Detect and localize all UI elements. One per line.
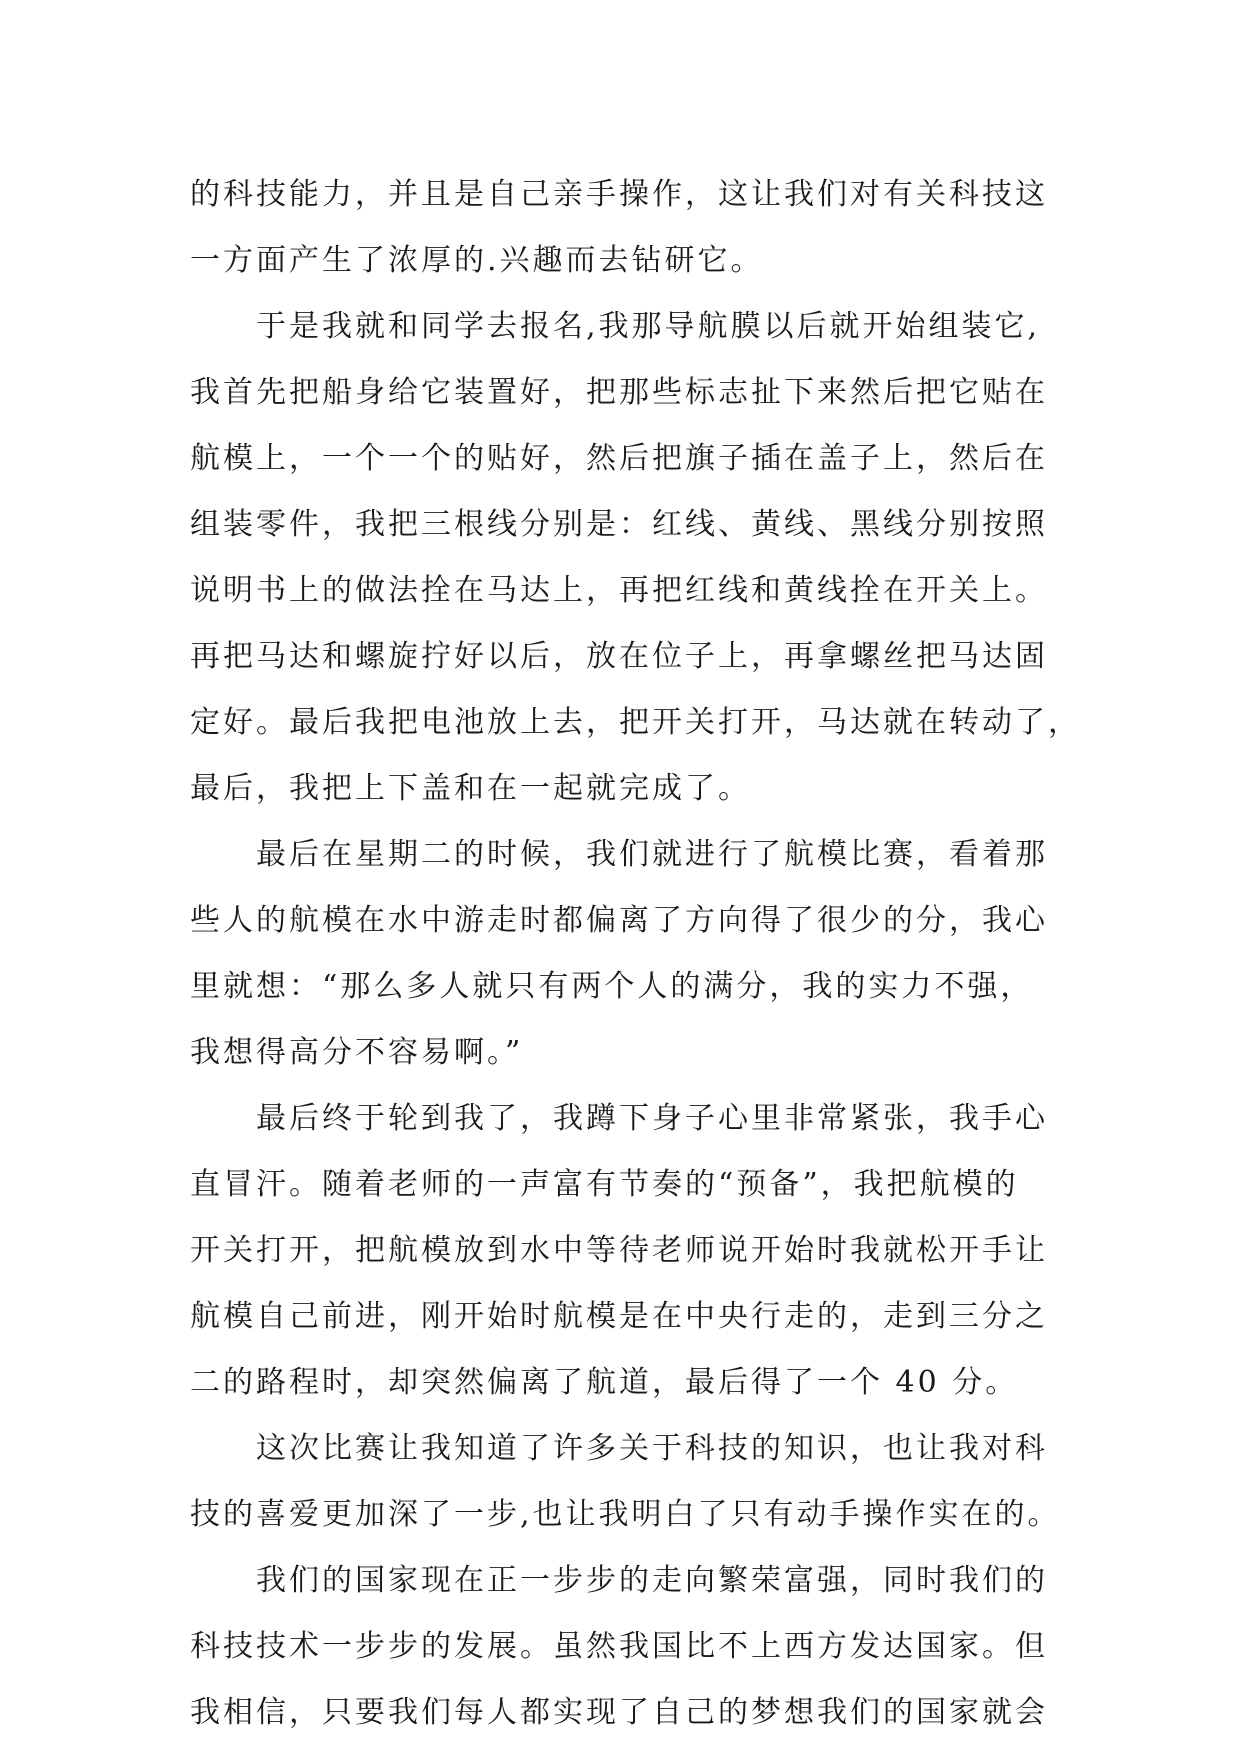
text-line: 最后终于轮到我了，我蹲下身子心里非常紧张，我手心 (256, 1101, 1048, 1136)
text-line: 航模上，一个一个的贴好，然后把旗子插在盖子上，然后在 (190, 441, 1048, 476)
text-line: 开关打开，把航模放到水中等待老师说开始时我就松开手让 (190, 1233, 1048, 1268)
text-line: 直冒汗。随着老师的一声富有节奏的“预备”，我把航模的 (190, 1167, 1019, 1202)
paragraph-4 (190, 1086, 1070, 1416)
text-line: 我相信，只要我们每人都实现了自己的梦想我们的国家就会 (190, 1695, 1048, 1730)
text-line: 技的喜爱更加深了一步,也让我明白了只有动手操作实在的。 (190, 1497, 1061, 1532)
text-line: 最后在星期二的时候，我们就进行了航模比赛，看着那 (256, 837, 1048, 872)
paragraph-6 (190, 1548, 1070, 1746)
text-line: 于是我就和同学去报名,我那导航膜以后就开始组装它, (256, 309, 1041, 344)
text-line: 说明书上的做法拴在马达上，再把红线和黄线拴在开关上。 (190, 573, 1048, 608)
text-line: 组装零件，我把三根线分别是：红线、黄线、黑线分别按照 (190, 507, 1048, 542)
text-line: 我首先把船身给它装置好，把那些标志扯下来然后把它贴在 (190, 375, 1048, 410)
text-line: 的科技能力，并且是自己亲手操作，这让我们对有关科技这 (190, 177, 1048, 212)
text-line: 这次比赛让我知道了许多关于科技的知识，也让我对科 (256, 1431, 1048, 1466)
text-line: 定好。最后我把电池放上去，把开关打开，马达就在转动了， (190, 705, 1081, 740)
text-line: 最后，我把上下盖和在一起就完成了。 (190, 771, 751, 806)
document-body (190, 162, 1081, 1746)
text-line: 再把马达和螺旋拧好以后，放在位子上，再拿螺丝把马达固 (190, 639, 1048, 674)
text-line: 科技技术一步步的发展。虽然我国比不上西方发达国家。但 (190, 1629, 1048, 1664)
text-line: 些人的航模在水中游走时都偏离了方向得了很少的分，我心 (190, 903, 1048, 938)
text-line: 航模自己前进，刚开始时航模是在中央行走的，走到三分之 (190, 1299, 1048, 1334)
paragraph-2 (190, 294, 1081, 822)
text-line: 里就想：“那么多人就只有两个人的满分，我的实力不强， (190, 969, 1034, 1004)
paragraph-1 (190, 162, 1070, 294)
paragraph-3 (190, 822, 1070, 1086)
paragraph-5 (190, 1416, 1070, 1548)
text-line: 我想得高分不容易啊。” (190, 1035, 524, 1070)
text-line: 二的路程时，却突然偏离了航道，最后得了一个 40 分。 (190, 1365, 1019, 1400)
text-line: 一方面产生了浓厚的.兴趣而去钻研它。 (190, 243, 764, 278)
text-line: 我们的国家现在正一步步的走向繁荣富强，同时我们的 (256, 1563, 1048, 1598)
